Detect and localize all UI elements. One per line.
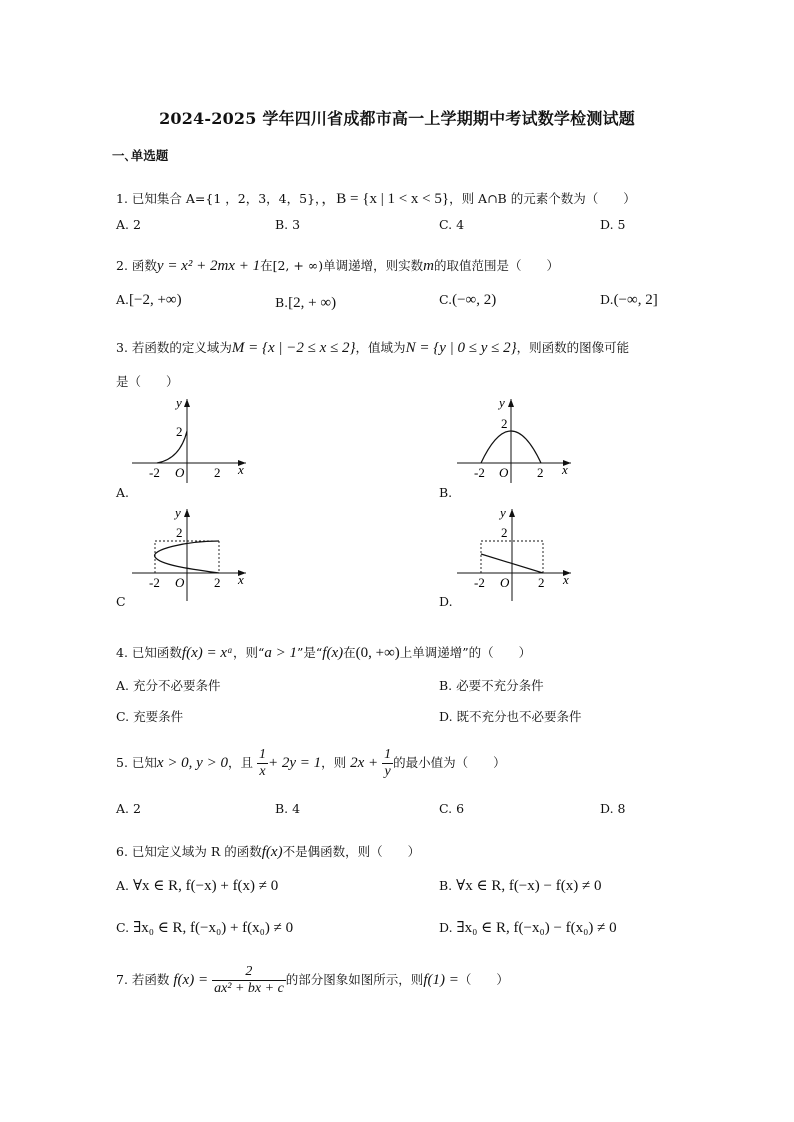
q4-interval: (0, +∞): [355, 645, 400, 661]
q2-option-c[interactable]: [439, 292, 496, 309]
y-label: y: [499, 395, 505, 410]
q4-stem-c: ”是“: [297, 645, 323, 660]
q2-b-label: B.: [275, 295, 289, 310]
q5-frac1-num: 1: [258, 747, 266, 762]
tick-2-y: 2: [501, 525, 508, 540]
q7-stem-a: 7. 若函数: [116, 972, 170, 987]
section-heading: 一､单选题: [112, 148, 169, 163]
q6-a-label: A.: [116, 878, 130, 893]
q2-option-a[interactable]: [116, 292, 182, 309]
q4-stem-e: 上单调递增”的（ ）: [399, 645, 532, 660]
x-label: x: [563, 572, 569, 587]
q6-option-c[interactable]: [116, 918, 293, 937]
q3-domain: M = {x | −2 ≤ x ≤ 2}: [231, 340, 356, 356]
q4-option-d[interactable]: D. 既不充分也不必要条件: [439, 709, 582, 724]
q7-frac-den: ax² + bx + c: [214, 981, 284, 996]
q5-frac2-den: y: [384, 764, 391, 779]
q3-stem: [116, 338, 629, 357]
q5-option-b[interactable]: B. 4: [275, 801, 301, 816]
q7-stem-b: 的部分图象如图所示，则: [285, 972, 424, 987]
q3-stem-b: ，值域为: [355, 340, 406, 355]
q7-stem-c: （ ）: [458, 972, 509, 987]
q2-option-b[interactable]: [275, 295, 336, 312]
q3-range: N = {y | 0 ≤ y ≤ 2}: [405, 340, 517, 356]
tick-2-y: 2: [501, 416, 508, 431]
q6-stem-a: 6. 已知定义域为 R 的函数: [116, 844, 262, 859]
q1-option-a[interactable]: A. 2: [116, 217, 141, 232]
tick-2-y: 2: [176, 525, 183, 540]
q5-option-a[interactable]: A. 2: [116, 801, 141, 816]
q5-stem: [116, 747, 506, 780]
q6-b-label: B.: [439, 878, 453, 893]
q1-tail: ，则 A∩B 的元素个数为（ ）: [449, 191, 636, 206]
q3-graph-a: [130, 395, 250, 485]
q5-eq-rest: + 2y = 1: [267, 755, 322, 771]
y-axis-arrow: [184, 509, 190, 517]
q3-graph-d: [455, 505, 575, 603]
q3-graph-b: [455, 395, 575, 485]
q6-stem-b: 不是偶函数，则（ ）: [282, 844, 421, 859]
q5-stem-a: 5. 已知: [116, 755, 157, 770]
origin: O: [175, 465, 185, 480]
q5-fraction-1: [257, 747, 268, 780]
q1-set-b: ，B = {x | 1 < x < 5}: [321, 191, 450, 207]
tick-2-x: 2: [214, 575, 221, 590]
x-label: x: [238, 572, 244, 587]
q2-d-value: (−∞, 2]: [613, 292, 658, 308]
q5-option-d[interactable]: D. 8: [600, 801, 626, 816]
q4-cond: a > 1: [264, 645, 297, 661]
q7-lhs: f(x) =: [173, 972, 209, 988]
q5-expr-pre: 2x +: [350, 755, 379, 771]
y-label: y: [176, 395, 182, 410]
q2-a-label: A.: [116, 292, 130, 307]
q5-cond: x > 0, y > 0: [156, 755, 228, 771]
q3-graph-c: [130, 505, 250, 603]
q6-b-value: ∀x ∈ R, f(−x) − f(x) ≠ 0: [456, 878, 602, 894]
origin: O: [499, 465, 509, 480]
tick-neg2: -2: [149, 465, 160, 480]
q1-option-c[interactable]: C. 4: [439, 217, 465, 232]
q2-stem-b: 在[2, + ∞)单调递增，则实数: [260, 258, 424, 273]
q1-option-d[interactable]: D. 5: [600, 217, 626, 232]
q2-c-value: (−∞, 2): [452, 292, 497, 308]
q3-label-b[interactable]: B.: [439, 485, 453, 500]
q2-d-label: D.: [600, 292, 614, 307]
origin: O: [500, 575, 510, 590]
q5-stem-b: ，且: [227, 755, 253, 770]
q7-f1: f(1) =: [423, 972, 459, 988]
q2-a-value: [−2, +∞): [129, 292, 182, 308]
page-title: 2024-2025 学年四川省成都市高一上学期期中考试数学检测试题: [159, 109, 635, 128]
q4-stem-d: 在: [343, 645, 356, 660]
q2-func: y = x² + 2mx + 1: [156, 258, 261, 274]
q2-stem-c: 的取值范围是（ ）: [433, 258, 559, 273]
y-label: y: [500, 505, 506, 520]
q2-option-d[interactable]: [600, 292, 658, 309]
y-axis-arrow: [184, 399, 190, 407]
q3-label-c[interactable]: C: [116, 594, 126, 609]
q3-stem-d: 是（ ）: [116, 374, 179, 389]
y-axis-arrow: [509, 509, 515, 517]
q5-fraction-2: [382, 747, 393, 780]
curve: [157, 431, 187, 463]
y-axis-arrow: [508, 399, 514, 407]
q3-label-a[interactable]: A.: [116, 485, 130, 500]
q6-stem: [116, 842, 420, 861]
q1-option-b[interactable]: B. 3: [275, 217, 301, 232]
q7-frac-num: 2: [212, 964, 286, 981]
q6-d-value: ∃x₀ ∈ R, f(−x₀) − f(x₀) ≠ 0: [456, 920, 617, 936]
q1-stem: [116, 187, 636, 208]
q6-fx: f(x): [261, 844, 283, 860]
q5-frac2-num: 1: [384, 747, 392, 762]
tick-2-y: 2: [176, 424, 183, 439]
q6-d-label: D.: [439, 920, 453, 935]
q6-option-b[interactable]: [439, 876, 601, 895]
q4-stem-a: 4. 已知函数: [116, 645, 182, 660]
x-label: x: [562, 462, 568, 477]
q4-fx: f(x): [322, 645, 344, 661]
q6-c-value: ∃x₀ ∈ R, f(−x₀) + f(x₀) ≠ 0: [133, 920, 294, 936]
q6-option-a[interactable]: [116, 876, 278, 895]
q4-stem: [116, 643, 531, 662]
tick-neg2: -2: [474, 575, 485, 590]
q2-stem: [116, 256, 559, 275]
q4-option-c[interactable]: C. 充要条件: [116, 709, 184, 724]
q4-option-b[interactable]: B. 必要不充分条件: [439, 678, 544, 693]
q5-stem-d: 的最小值为（ ）: [393, 755, 506, 770]
q5-option-c[interactable]: C. 6: [439, 801, 465, 816]
q7-fraction: [212, 964, 286, 997]
q5-frac1-den: x: [259, 764, 266, 779]
y-label: y: [175, 505, 181, 520]
tick-2-x: 2: [538, 575, 545, 590]
q7-stem: [116, 964, 509, 997]
q4-option-a[interactable]: A. 充分不必要条件: [116, 678, 221, 693]
origin: O: [175, 575, 185, 590]
q2-stem-a: 2. 函数: [116, 258, 157, 273]
q3-label-d[interactable]: D.: [439, 594, 453, 609]
q6-c-label: C.: [116, 920, 130, 935]
tick-neg2: -2: [474, 465, 485, 480]
q6-option-d[interactable]: [439, 918, 617, 937]
q6-a-value: ∀x ∈ R, f(−x) + f(x) ≠ 0: [133, 878, 279, 894]
tick-2-x: 2: [214, 465, 221, 480]
q5-stem-c: ，则: [321, 755, 347, 770]
tick-neg2: -2: [149, 575, 160, 590]
q3-stem-c: ，则函数的图像可能: [516, 340, 630, 355]
q2-b-value: [2, + ∞): [288, 295, 337, 311]
q1-stem-text: 1. 已知集合 A={1 ，2，3，4，5}，: [116, 191, 322, 206]
tick-2-x: 2: [537, 465, 544, 480]
q4-func: f(x) = xᵃ: [181, 645, 233, 661]
q3-stem-a: 3. 若函数的定义域为: [116, 340, 232, 355]
q4-stem-b: ，则“: [232, 645, 265, 660]
q2-c-label: C.: [439, 292, 453, 307]
x-label: x: [238, 462, 244, 477]
q2-var: m: [423, 258, 434, 274]
